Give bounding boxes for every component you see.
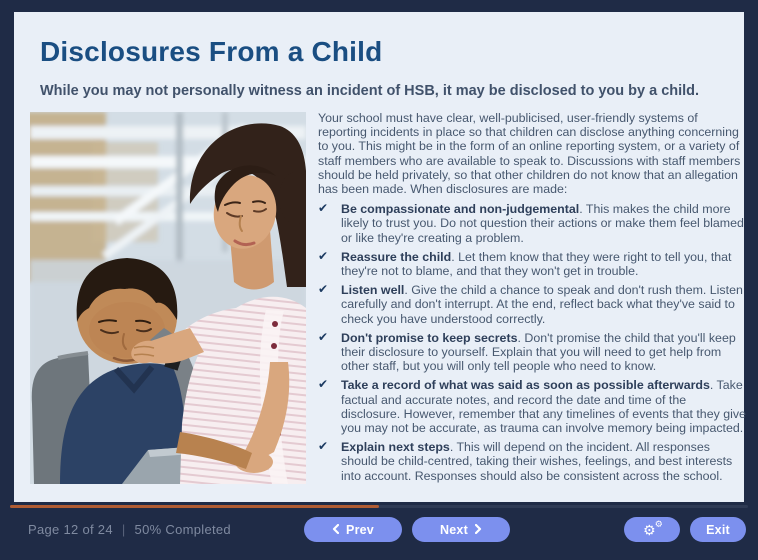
check-icon: ✔: [318, 248, 329, 263]
page-subtitle: While you may not personally witness an incident of HSB, it may be disclosed to you by a child.: [40, 83, 700, 99]
prev-button[interactable]: [304, 517, 402, 542]
check-icon: ✔: [318, 377, 329, 392]
status-separator: |: [121, 522, 126, 537]
utility-buttons: [624, 517, 746, 542]
next-button-label: Next: [440, 522, 468, 537]
nav-buttons: [304, 517, 510, 542]
exit-button[interactable]: Exit: [690, 517, 746, 542]
bullet-text: . Let them know that they were right to tell you, that they're not to blame, and that they won't get in trouble.: [341, 249, 732, 279]
check-icon: ✔: [318, 282, 329, 297]
check-icon: ✔: [318, 201, 329, 216]
bullet-item: [318, 250, 748, 278]
intro-paragraph: Your school must have clear, well-publicised, user-friendly systems of reporting incidents in place so that children can disclose anything concerning to you. This might be in the form of an online reporting system, or a variety of staff members who are available to speak to. Discussions with staff members should be held privately, so that other children do not know that an allegation has been made. When disclosures are made:: [318, 111, 741, 197]
bullet-lead: Explain next steps: [341, 440, 450, 455]
settings-button[interactable]: [624, 517, 680, 542]
bullet-text: . Take factual and accurate notes, and record the date and time of the disclosure. However, remember that any timelines of events that they give you may not be accurate, as trauma can involve memory being impacted.: [341, 378, 746, 436]
page-number-label: Page 12 of 24: [28, 522, 113, 537]
bullet-item: [318, 202, 748, 245]
prev-button-label: Prev: [346, 522, 374, 537]
bullet-text: . Give the child a chance to speak and don't rush them. Listen carefully and don't interrupt. At the end, reflect back what they've said to check you have understood correctly.: [341, 283, 743, 326]
bullet-text: . Don't promise the child that you'll keep their disclosure to yourself. Explain that you will need to get help from other staff, but you will only tell people who need to know.: [341, 330, 736, 374]
progress-fill: [10, 505, 379, 508]
completion-label: 50% Completed: [134, 522, 231, 537]
lesson-photo: [30, 112, 306, 484]
bullet-text: . This makes the child more likely to trust you. Do not question their actions or make them feel blamed or like they're creating a problem.: [341, 202, 744, 245]
bullet-lead: Listen well: [341, 283, 405, 298]
bullet-lead: Take a record of what was said as soon as possible afterwards: [341, 378, 710, 393]
lesson-text: [318, 111, 748, 483]
chevron-left-icon: [332, 523, 339, 537]
page-title: Disclosures From a Child: [40, 36, 383, 67]
bullet-lead: Be compassionate and non-judgemental: [341, 202, 580, 217]
bullet-item: [318, 440, 748, 483]
bullet-lead: Don't promise to keep secrets: [341, 330, 518, 345]
bullet-item: [318, 331, 748, 374]
chevron-right-icon: [475, 523, 482, 537]
progress-bar: [10, 505, 748, 508]
next-button[interactable]: [412, 517, 510, 542]
bullet-text: . This will depend on the incident. All responses should be child-centred, taking their wishes, feelings, and best interests into account. Responses should also be consistent across the school.: [341, 440, 733, 483]
bullet-lead: Reassure the child: [341, 249, 452, 264]
check-icon: ✔: [318, 329, 329, 344]
page-status: [28, 517, 231, 543]
slide-card: [14, 12, 744, 502]
check-icon: ✔: [318, 439, 329, 454]
bullet-item: [318, 283, 748, 326]
bullet-list: [318, 202, 748, 483]
bullet-item: [318, 378, 748, 435]
gears-icon: ⚙ ⚙: [643, 518, 663, 538]
